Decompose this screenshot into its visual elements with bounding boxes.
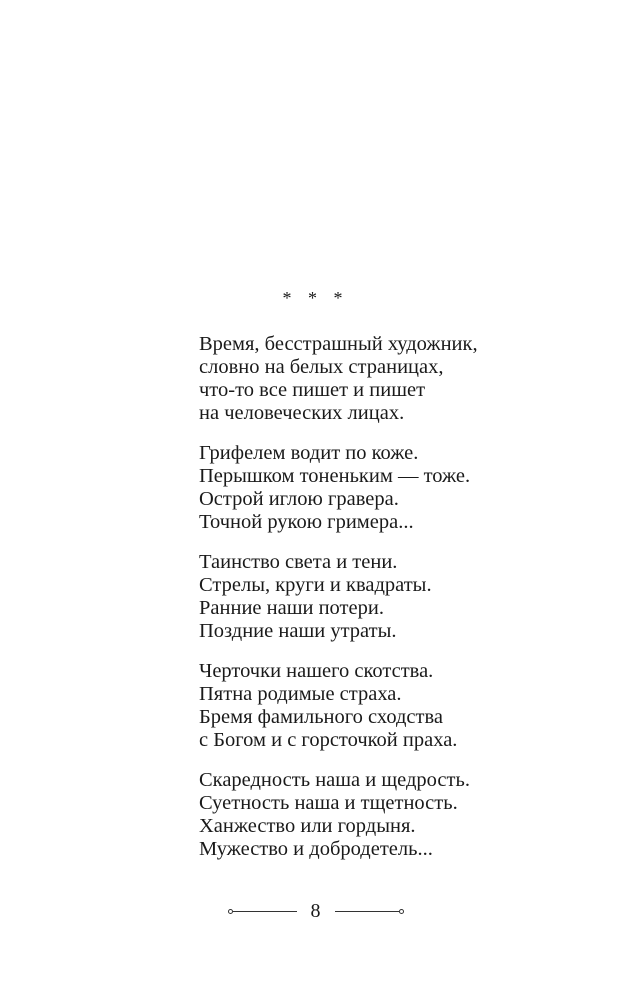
poem-line: Бремя фамильного сходства [199,706,443,728]
stanza [199,769,478,861]
poem-line: Ранние наши потери. [199,597,384,619]
stanza [199,551,478,643]
poem-line: Черточки нашего скотства. [199,660,434,682]
section-ornament: * * * [282,288,349,308]
stanza [199,442,478,534]
poem-line: Скаредность наша и щедрость. [199,769,470,791]
poem-line: Время, бесстрашный художник, [199,333,478,355]
circle-ornament-icon [399,909,404,914]
poem-line: Ханжество или гордыня. [199,815,416,837]
poem-line: Стрелы, круги и квадраты. [199,574,432,596]
poem-line: Точной рукою гримера... [199,511,414,533]
poem-line: Поздние наши утраты. [199,620,397,642]
poem-line: на человеческих лицах. [199,402,405,424]
poem [199,333,478,878]
stanza [199,333,478,425]
poem-line: Таинство света и тени. [199,551,398,573]
divider [335,911,399,912]
poem-line: с Богом и с горсточкой праха. [199,729,458,751]
left-rule-ornament [228,909,297,914]
poem-line: что-то все пишет и пишет [199,379,426,401]
poem-line: словно на белых страницах, [199,356,444,378]
poem-line: Мужество и добродетель... [199,838,433,860]
page-footer [0,900,631,923]
poem-line: Перышком тоненьким — тоже. [199,465,471,487]
right-rule-ornament [335,909,404,914]
stanza [199,660,478,752]
poem-line: Суетность наша и тщетность. [199,792,458,814]
poem-line: Острой иглою гравера. [199,488,399,510]
poem-line: Грифелем водит по коже. [199,442,419,464]
poem-line: Пятна родимые страха. [199,683,402,705]
divider [233,911,297,912]
page-number: 8 [310,900,321,922]
